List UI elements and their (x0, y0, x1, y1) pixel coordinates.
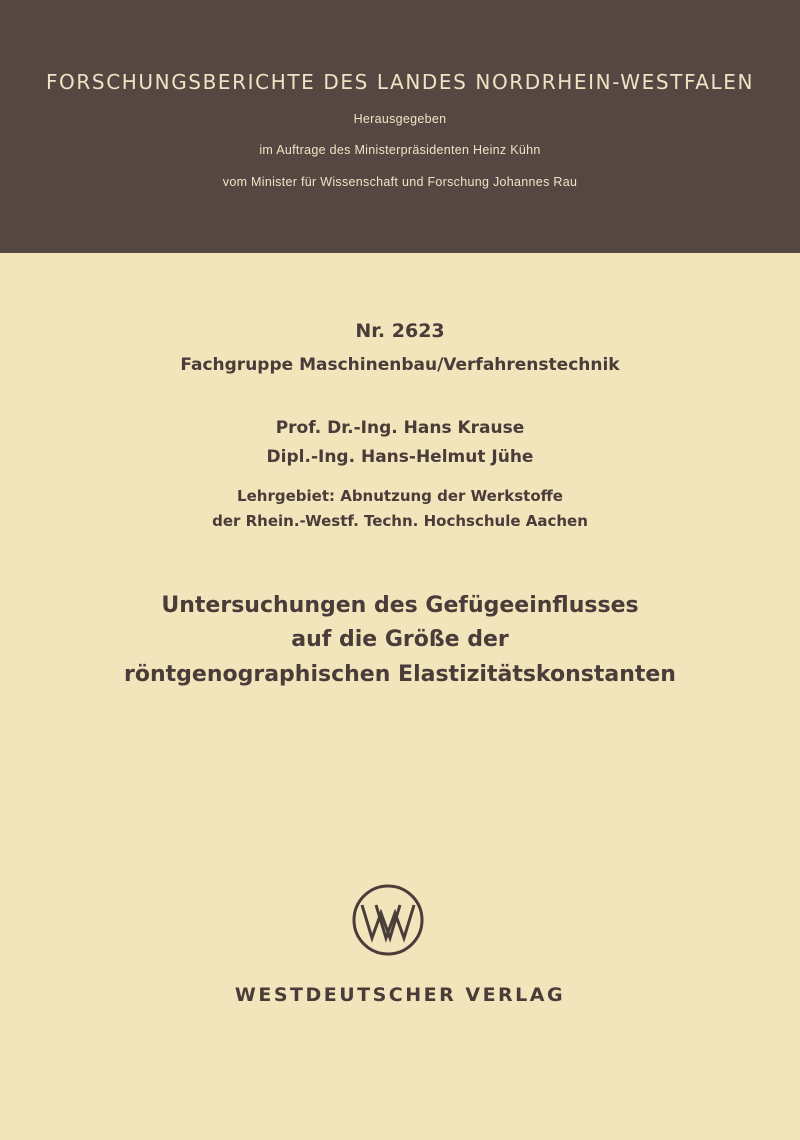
title-line-1: Untersuchungen des Gefügeeinflusses (161, 593, 639, 618)
institution-line-2: der Rhein.-Westf. Techn. Hochschule Aachen (212, 512, 588, 530)
title-line-3: röntgenographischen Elastizitätskonstanten (124, 662, 676, 687)
editor-line-3: vom Minister für Wissenschaft und Forschung Johannes Rau (222, 175, 578, 189)
series-title: FORSCHUNGSBERICHTE DES LANDES NORDRHEIN-WESTFALEN (45, 70, 755, 94)
publisher-name: WESTDEUTSCHER VERLAG (234, 984, 566, 1006)
series-header-band (0, 0, 800, 253)
subject-group: Fachgruppe Maschinenbau/Verfahrenstechnik (180, 355, 620, 375)
institution-line-1: Lehrgebiet: Abnutzung der Werkstoffe (237, 487, 563, 505)
author-1: Prof. Dr.-Ing. Hans Krause (275, 418, 525, 438)
author-2: Dipl.-Ing. Hans-Helmut Jühe (266, 447, 534, 467)
report-number: Nr. 2623 (355, 320, 445, 342)
title-line-2: auf die Größe der (291, 627, 509, 652)
editor-line-1: Herausgegeben (353, 112, 447, 126)
editor-line-2: im Auftrage des Ministerpräsidenten Heinz Kühn (259, 143, 541, 157)
publisher-logo-icon (351, 883, 425, 957)
